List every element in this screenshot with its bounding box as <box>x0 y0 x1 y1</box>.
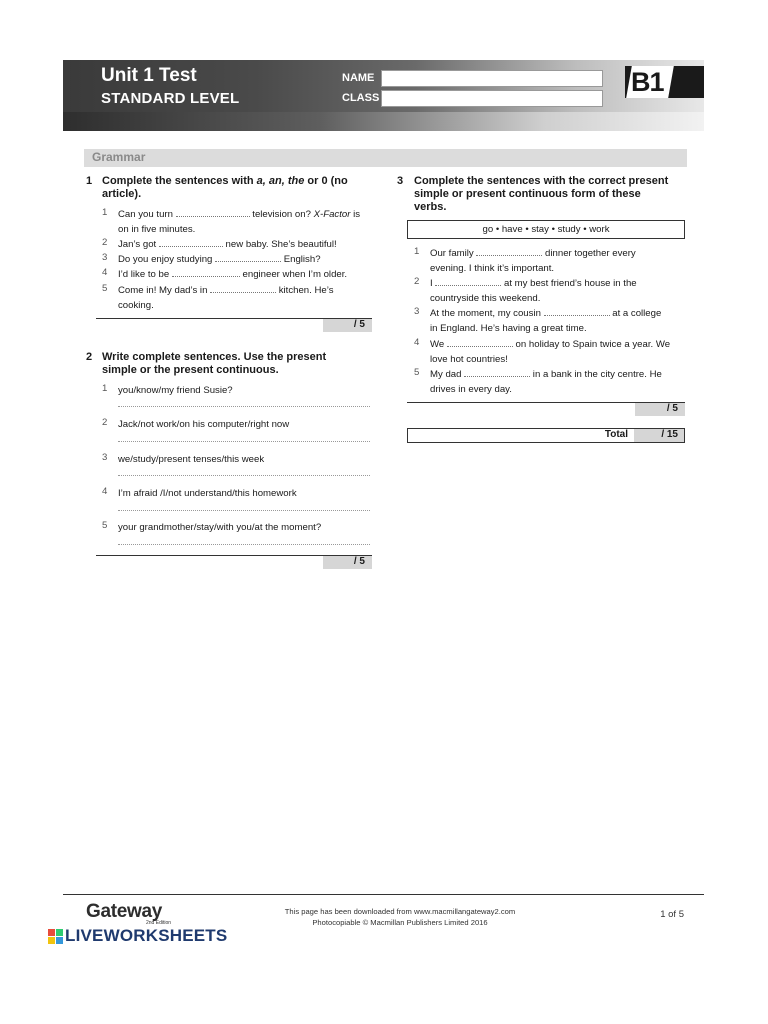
answer-blank[interactable] <box>172 268 240 277</box>
ex2-item-number: 4 <box>102 486 108 497</box>
gateway-logo: Gateway <box>86 901 163 922</box>
ex3-item: We on holiday to Spain twice a year. We love hot countries! <box>430 339 671 365</box>
ex2-item: I’m afraid /I/not understand/this homework <box>118 488 297 499</box>
ex2-score: / 5 <box>323 556 372 569</box>
level-text: B1 <box>631 67 664 97</box>
answer-blank[interactable] <box>435 277 501 286</box>
ex2-item: Jack/not work/on his computer/right now <box>118 419 290 430</box>
ex2-number: 2 <box>86 351 93 363</box>
ex2-item-number: 2 <box>102 417 108 428</box>
ex3-title: Complete the sentences with the correct present simple or present continuous form of these verbs. <box>414 175 669 213</box>
ex3-item: I at my best friend’s house in the countryside this weekend. <box>430 278 637 304</box>
answer-blank[interactable] <box>210 284 276 293</box>
name-field[interactable] <box>381 70 603 87</box>
ex3-item-number: 1 <box>414 246 420 257</box>
total-label: Total <box>604 429 628 440</box>
ex3-item-number: 4 <box>414 337 420 348</box>
ex1-item: Do you enjoy studying English? <box>118 254 321 265</box>
ex3-item: My dad in a bank in the city centre. He drives in every day. <box>430 369 662 395</box>
ex1-item-number: 5 <box>102 283 108 294</box>
ex1-item: Can you turn television on? X-Factor is on in five minutes. <box>118 209 360 235</box>
ex1-item: Jan’s got new baby. She’s beautiful! <box>118 239 337 250</box>
edition-label: 2nd Edition <box>146 920 172 926</box>
unit-title: Unit 1 Test <box>101 65 197 86</box>
word-box: go • have • stay • study • work <box>407 220 685 239</box>
section-bar <box>84 149 687 167</box>
answer-line[interactable] <box>118 475 370 476</box>
ex1-title: Complete the sentences with a, an, the or 0 (no article). <box>102 175 348 200</box>
ex2-item-number: 3 <box>102 452 108 463</box>
liveworksheets-logo: LIVEWORKSHEETS <box>65 926 228 945</box>
ex1-item: Come in! My dad’s in kitchen. He’s cooking. <box>118 285 334 311</box>
page-number: 1 of 5 <box>660 909 684 920</box>
footer-text: This page has been downloaded from www.macmillangateway2.com Photocopiable © Macmillan Publishers Limited 2016 <box>284 907 516 927</box>
ex3-item-number: 5 <box>414 367 420 378</box>
ex3-number: 3 <box>397 175 404 187</box>
level-badge <box>625 66 704 98</box>
ex1-item: I’d like to be engineer when I’m older. <box>118 269 348 280</box>
header-band <box>63 112 704 131</box>
ex2-item: we/study/present tenses/this week <box>118 454 265 465</box>
answer-blank[interactable] <box>544 307 610 316</box>
ex2-item-number: 5 <box>102 520 108 531</box>
ex3-item-number: 3 <box>414 306 420 317</box>
ex1-item-number: 1 <box>102 207 108 218</box>
answer-blank[interactable] <box>159 238 223 247</box>
unit-subtitle: STANDARD LEVEL <box>101 90 240 107</box>
ex2-item-number: 1 <box>102 383 108 394</box>
name-label: NAME <box>342 72 375 84</box>
ex1-number: 1 <box>86 175 93 187</box>
ex2-item: you/know/my friend Susie? <box>118 385 233 396</box>
answer-blank[interactable] <box>447 338 513 347</box>
answer-line[interactable] <box>118 406 370 407</box>
answer-line[interactable] <box>118 441 370 442</box>
ex3-item-number: 2 <box>414 276 420 287</box>
answer-blank[interactable] <box>476 247 542 256</box>
answer-line[interactable] <box>118 510 370 511</box>
class-label: CLASS <box>342 92 380 104</box>
answer-blank[interactable] <box>464 368 530 377</box>
ex1-item-number: 4 <box>102 267 108 278</box>
ex1-item-number: 3 <box>102 252 108 263</box>
liveworksheets-logo-icon <box>48 929 63 944</box>
answer-blank[interactable] <box>176 208 250 217</box>
answer-blank[interactable] <box>215 253 281 262</box>
answer-line[interactable] <box>118 544 370 545</box>
section-title: Grammar <box>92 150 146 164</box>
ex3-item: At the moment, my cousin at a college in England. He’s having a great time. <box>430 308 662 334</box>
footer-rule <box>63 894 704 895</box>
ex1-item-number: 2 <box>102 237 108 248</box>
ex3-item: Our family dinner together every evening. I think it’s important. <box>430 248 636 274</box>
ex3-score: / 5 <box>635 403 685 416</box>
total-score: / 15 <box>634 429 684 442</box>
class-field[interactable] <box>381 90 603 107</box>
total-box <box>407 428 685 443</box>
header-banner <box>63 60 704 131</box>
ex1-score: / 5 <box>323 319 372 332</box>
ex2-item: your grandmother/stay/with you/at the moment? <box>118 522 322 533</box>
ex2-title: Write complete sentences. Use the present simple or the present continuous. <box>102 351 327 376</box>
